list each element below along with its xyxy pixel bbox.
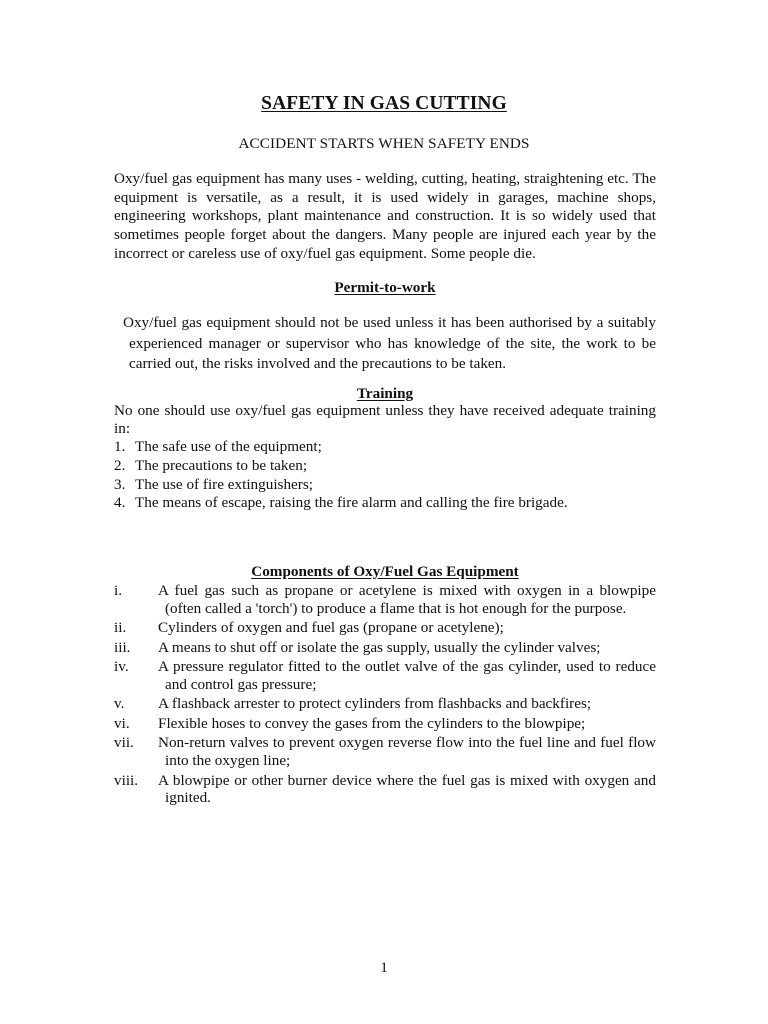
document-title: SAFETY IN GAS CUTTING: [261, 93, 507, 114]
list-item-text: The precautions to be taken;: [135, 456, 308, 474]
list-item: [114, 772, 656, 808]
list-item: [114, 494, 656, 513]
permit-paragraph: Oxy/fuel gas equipment should not be used unless it has been authorised by a suitably experienced manager or supervisor who has knowledge of the site, the work to be carried out, the risks involved and the precautions to be taken.: [123, 314, 656, 373]
components-list: [114, 582, 656, 809]
list-item-text: Cylinders of oxygen and fuel gas (propane or acetylene);: [158, 619, 504, 637]
list-item-text: A fuel gas such as propane or acetylene is mixed with oxygen in a blowpipe (often called a 'torch') to produce a flame that is hot enough for the purpose.: [158, 582, 656, 617]
list-item: [114, 734, 656, 770]
list-item-text: A blowpipe or other burner device where the fuel gas is mixed with oxygen and ignited.: [158, 771, 656, 807]
components-heading: Components of Oxy/Fuel Gas Equipment: [251, 563, 519, 580]
list-item-number: vii.: [114, 734, 134, 752]
list-item-number: iv.: [114, 658, 129, 676]
list-item: [114, 639, 656, 657]
document-subtitle: ACCIDENT STARTS WHEN SAFETY ENDS: [238, 135, 530, 152]
list-item: [114, 619, 656, 637]
list-item: [114, 658, 656, 694]
list-item-text: The means of escape, raising the fire alarm and calling the fire brigade.: [135, 494, 568, 512]
list-item-number: 1.: [114, 438, 126, 455]
list-item-number: ii.: [114, 619, 127, 637]
list-item-number: vi.: [114, 714, 130, 732]
list-item-text: Flexible hoses to convey the gases from the cylinders to the blowpipe;: [158, 714, 586, 732]
training-heading: Training: [356, 385, 414, 402]
list-item: [114, 715, 656, 733]
list-item-text: The safe use of the equipment;: [135, 438, 322, 455]
list-item-text: Non-return valves to prevent oxygen reverse flow into the fuel line and fuel flow into the oxygen line;: [158, 734, 656, 770]
list-item: [114, 582, 656, 618]
list-item-number: 3.: [114, 475, 126, 493]
list-item: [114, 476, 656, 495]
training-intro: No one should use oxy/fuel gas equipment unless they have received adequate training in:: [114, 402, 656, 438]
permit-heading: Permit-to-work: [334, 279, 436, 296]
list-item-text: A means to shut off or isolate the gas supply, usually the cylinder valves;: [158, 638, 601, 656]
list-item: [114, 438, 656, 457]
list-item-number: 4.: [114, 494, 126, 512]
training-list: [114, 438, 656, 513]
list-item-number: viii.: [114, 771, 139, 789]
list-item-text: The use of fire extinguishers;: [135, 475, 313, 493]
list-item-text: A flashback arrester to protect cylinders from flashbacks and backfires;: [158, 695, 592, 713]
list-item-number: iii.: [114, 638, 131, 656]
intro-paragraph: Oxy/fuel gas equipment has many uses - welding, cutting, heating, straightening etc. The equipment is versatile, as a result, it is used widely in garages, machine shops, engineering workshops, plant maintenance and construction. It is so widely used that sometimes people forget about the dangers. Many people are injured each year by the incorrect or careless use of oxy/fuel gas equipment. Some people die.: [114, 170, 656, 262]
list-item: [114, 457, 656, 476]
list-item: [114, 695, 656, 713]
list-item-number: v.: [114, 695, 125, 713]
list-item-text: A pressure regulator fitted to the outlet valve of the gas cylinder, used to reduce and control gas pressure;: [158, 658, 656, 694]
list-item-number: 2.: [114, 456, 126, 474]
list-item-number: i.: [114, 582, 123, 599]
page-number: 1: [380, 959, 388, 976]
